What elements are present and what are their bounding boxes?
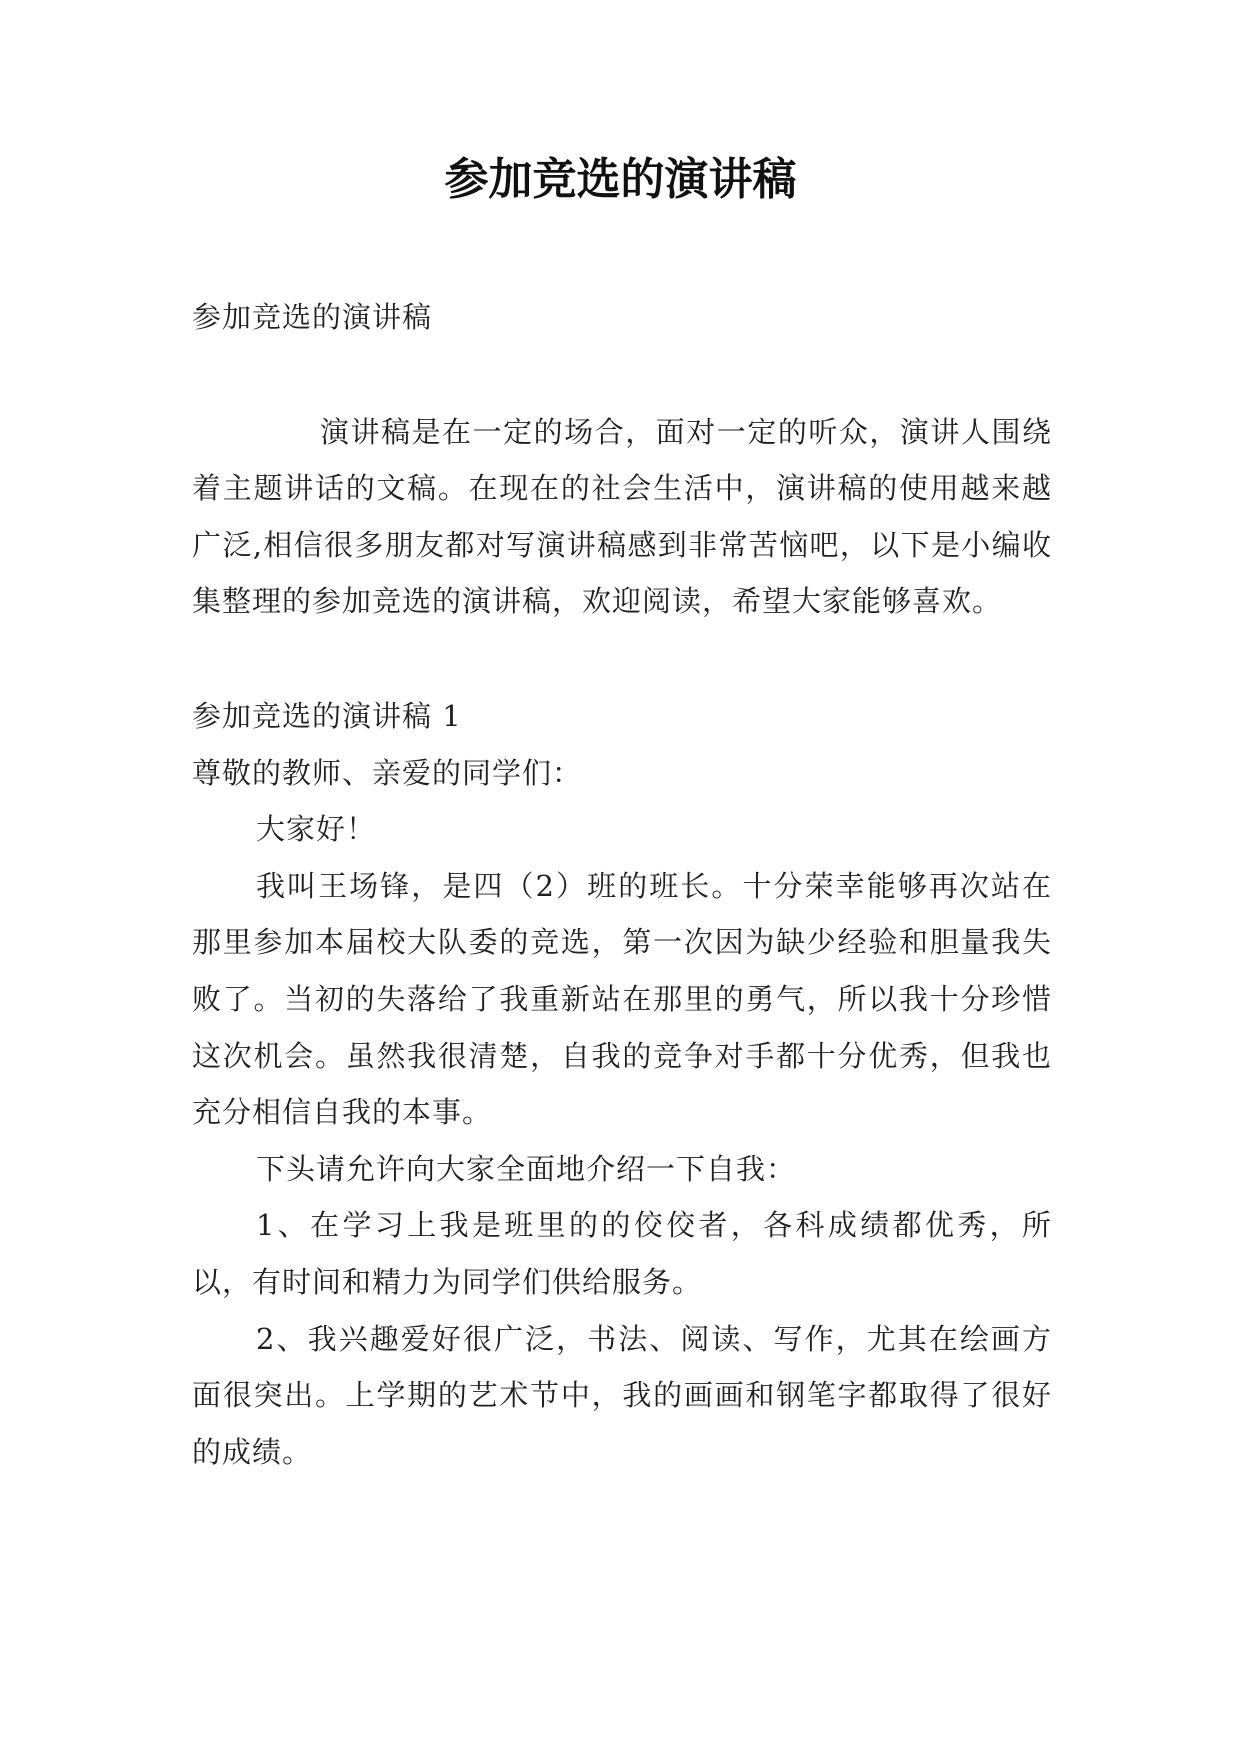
body-paragraph: 1、在学习上我是班里的的佼佼者，各科成绩都优秀，所以，有时间和精力为同学们供给服务。	[192, 1208, 1052, 1299]
document-body	[192, 289, 1052, 1480]
document-title: 参加竞选的演讲稿	[444, 154, 797, 205]
body-paragraph: 下头请允许向大家全面地介绍一下自我：	[256, 1151, 797, 1186]
body-paragraph: 2、我兴趣爱好很广泛，书法、阅读、写作，尤其在绘画方面很突出。上学期的艺术节中，我的画画和钢笔字都取得了很好的成绩。	[192, 1321, 1052, 1469]
intro-paragraph: 演讲稿是在一定的场合，面对一定的听众，演讲人围绕着主题讲话的文稿。在现在的社会生活中，演讲稿的使用越来越广泛,相信很多朋友都对写演讲稿感到非常苦恼吧，以下是小编收集整理的参加竞选的演讲稿，欢迎阅读，希望大家能够喜欢。	[192, 414, 1052, 619]
body-paragraph: 我叫王场锋，是四（2）班的班长。十分荣幸能够再次站在那里参加本届校大队委的竞选，第一次因为缺少经验和胆量我失败了。当初的失落给了我重新站在那里的勇气，所以我十分珍惜这次机会。虽然我很清楚，自我的竞争对手都十分优秀，但我也充分相信自我的本事。	[192, 868, 1052, 1130]
salutation: 尊敬的教师、亲爱的同学们：	[192, 755, 583, 790]
document-subtitle: 参加竞选的演讲稿	[192, 300, 433, 334]
greeting: 大家好！	[256, 812, 377, 847]
section-heading: 参加竞选的演讲稿 1	[192, 698, 462, 733]
